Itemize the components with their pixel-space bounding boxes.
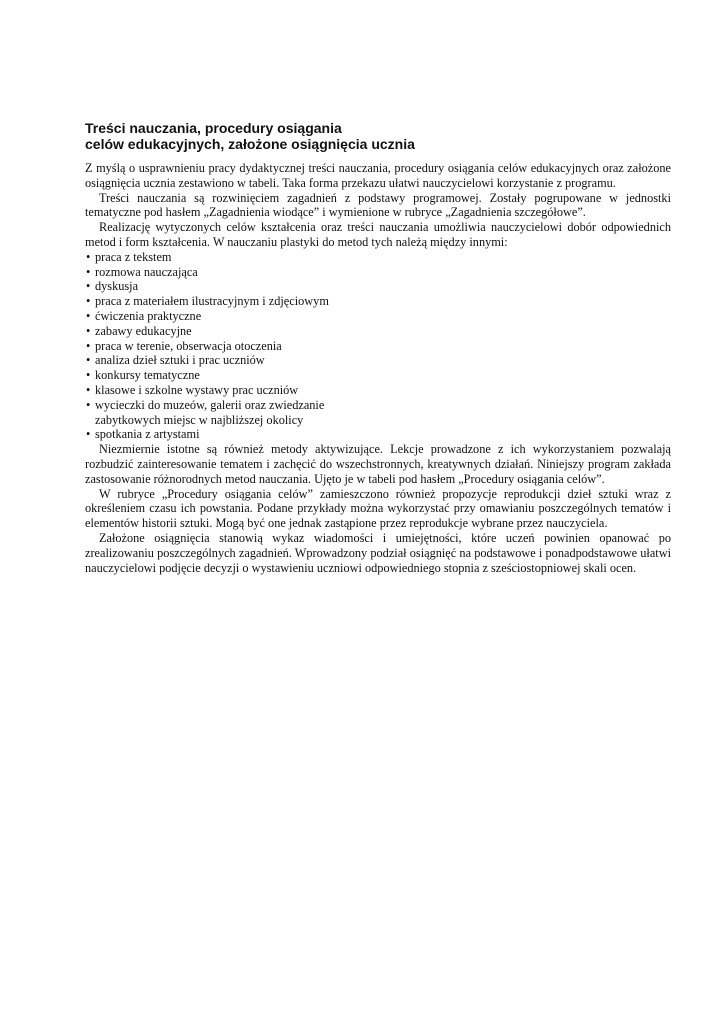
bullet-icon: • [86,294,91,309]
paragraph-content: Treści nauczania są rozwinięciem zagadnień z podstawy programowej. Zostały pogrupowane w jednostki tematyczne pod hasłem „Zagadnienia wiodące” i wymienione w rubryce „Zagadnienia szczegółowe”. [85,190,671,220]
list-item: • klasowe i szkolne wystawy prac uczniów [86,382,299,397]
list-item: • konkursy tematyczne [86,368,200,383]
bullet-icon: • [86,397,91,412]
bullet-icon: • [86,264,91,279]
bullet-icon: • [86,382,91,397]
paragraph-achievements: Założone osiągnięcia stanowią wykaz wiadomości i umiejętności, które uczeń powinien opanować po zrealizowaniu poszczególnych zagadnień. Wprowadzony podział osiągnięć na podstawowe i ponadpodstawowe ułatwi nauczycielowi podjęcie decyzji o wystawieniu uczniowi odpowiedniego stopnia z sześciostopniowej skali ocen. [85,530,671,575]
list-item: • zabawy edukacyjne [86,323,192,338]
list-item: • spotkania z artystami [86,427,200,442]
list-item: • ćwiczenia praktyczne [86,308,202,323]
list-item: • analiza dzieł sztuki i prac uczniów [86,353,265,368]
paragraph-methods-intro: Realizację wytyczonych celów kształcenia oraz treści nauczania umożliwia nauczycielowi dobór odpowiednich metod i form kształcenia. W nauczaniu plastyki do metod tych należą między innymi: [85,220,671,249]
bullet-icon: • [86,279,91,294]
bullet-icon: • [86,338,91,353]
bullet-icon: • [86,249,91,264]
list-item: • praca z tekstem [86,249,172,264]
list-item: • wycieczki do muzeów, galerii oraz zwiedzanie zabytkowych miejsc w najbliższej okolicy [86,397,325,427]
methods-list [85,250,671,442]
bullet-icon: • [86,308,91,323]
list-item: • rozmowa nauczająca [86,264,198,279]
bullet-icon: • [86,368,91,383]
document-page [85,120,671,575]
bullet-icon: • [86,323,91,338]
paragraph-active-methods: Niezmiernie istotne są również metody aktywizujące. Lekcje prowadzone z ich wykorzystaniem pozwalają rozbudzić zainteresowanie tematem i zachęcić do wszechstronnych, kreatywnych działań. Niniejszy program zakłada zastosowanie różnorodnych metod nauczania. Ujęto je w tabeli pod hasłem „Procedury osiągania celów”. [85,442,671,486]
list-item: • praca w terenie, obserwacja otoczenia [86,338,282,353]
bullet-icon: • [86,427,91,442]
list-item: • dyskusja [86,279,139,294]
bullet-icon: • [86,353,91,368]
paragraph-procedures: W rubryce „Procedury osiągania celów” zamieszczono również propozycje reprodukcji dzieł sztuki wraz z określeniem czasu ich powstania. Podane przykłady można wykorzystać przy omawianiu poszczególnych tematów i elementów historii sztuki. Mogą być one jednak zastąpione przez reprodukcje wybrane przez nauczyciela. [85,486,671,531]
list-item: • praca z materiałem ilustracyjnym i zdjęciowym [86,294,329,309]
heading-line-2: celów edukacyjnych, założone osiągnięcia ucznia [85,136,415,152]
paragraph-intro: Z myślą o usprawnieniu pracy dydaktycznej treści nauczania, procedury osiągania celów edukacyjnych oraz założone osiągnięcia ucznia zestawiono w tabeli. Taka forma przekazu ułatwi nauczycielowi korzystanie z programu. [85,161,671,190]
body-text [85,161,671,575]
heading-line-1: Treści nauczania, procedury osiągania [85,120,342,136]
section-heading [85,120,671,152]
